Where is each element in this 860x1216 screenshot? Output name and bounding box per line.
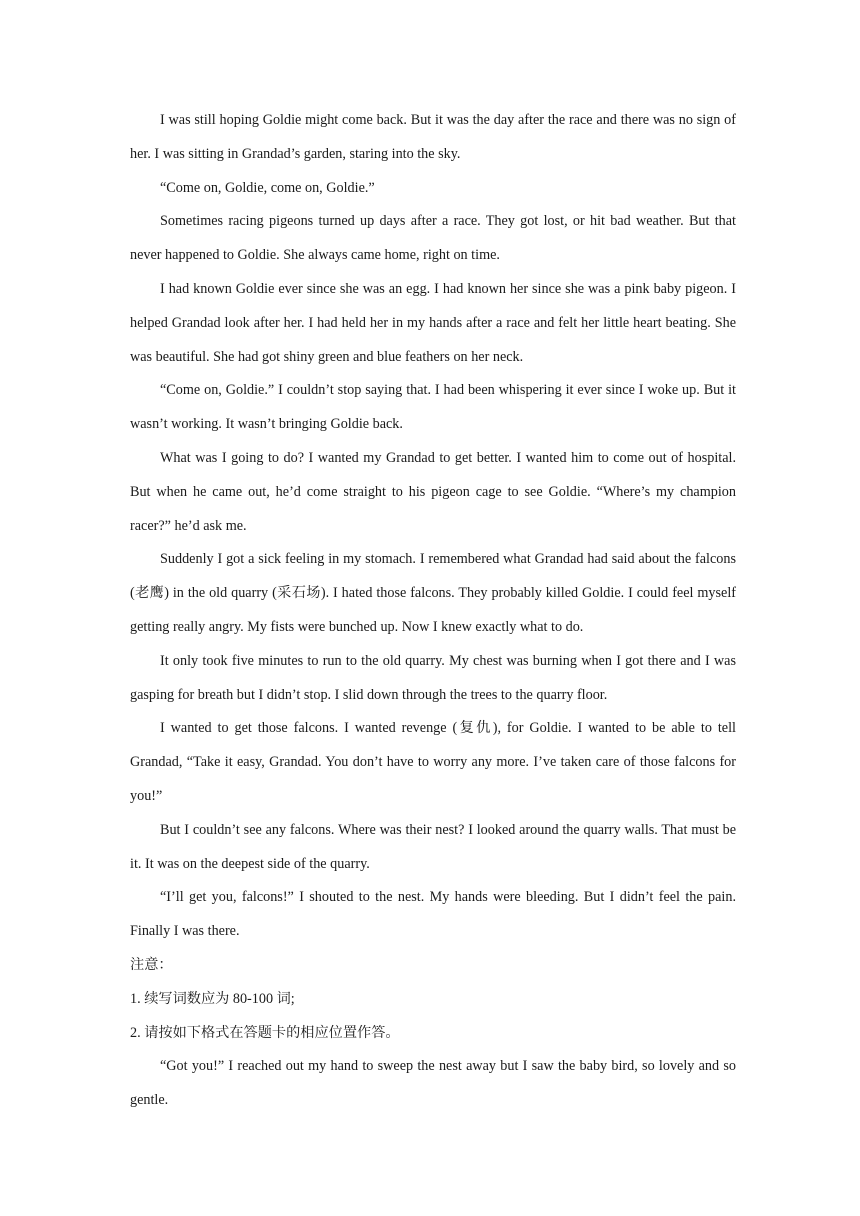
story-paragraph-8: It only took five minutes to run to the old quarry. My chest was burning when I got there and I was gasping for breath but I didn’t stop. I slid down through the trees to the quarry floor. xyxy=(130,652,736,703)
story-paragraph-1: I was still hoping Goldie might come back. But it was the day after the race and there was no sign of her. I was sitting in Grandad’s garden, staring into the sky. xyxy=(130,112,736,162)
story-paragraph-6: What was I going to do? I wanted my Grandad to get better. I wanted him to come out of hospital. But when he came out, he’d come straight to his pigeon cage to see Goldie. “Where’s my champion racer?” he’d ask me. xyxy=(130,449,736,534)
continuation-opening: “Got you!” I reached out my hand to sweep the nest away but I saw the baby bird, so lovely and so gentle. xyxy=(130,1058,736,1109)
story-paragraph-4: I had known Goldie ever since she was an egg. I had known her since she was a pink baby pigeon. I helped Grandad look after her. I had held her in my hands after a race and felt her little heart beating. She was beautiful. She had got shiny green and blue feathers on her neck. xyxy=(130,280,736,365)
story-paragraph-9: I wanted to get those falcons. I wanted revenge (复仇), for Goldie. I wanted to be able to tell Grandad, “Take it easy, Grandad. You don’t have to worry any more. I’ve taken care of those falcons for you!” xyxy=(130,720,736,804)
note-item-word-count: 1. 续写词数应为 80-100 词; xyxy=(130,990,295,1007)
document-page xyxy=(130,104,736,1118)
notes-heading: 注意： xyxy=(130,956,173,973)
story-paragraph-2: “Come on, Goldie, come on, Goldie.” xyxy=(160,179,375,196)
story-paragraph-7: Suddenly I got a sick feeling in my stomach. I remembered what Grandad had said about the falcons (老鹰) in the old quarry (采石场). I hated those falcons. They probably killed Goldie. I could feel myself getting really angry. My fists were bunched up. Now I knew exactly what to do. xyxy=(130,551,736,635)
story-paragraph-11: “I’ll get you, falcons!” I shouted to the nest. My hands were bleeding. But I didn’t feel the pain. Finally I was there. xyxy=(130,889,736,940)
story-paragraph-3: Sometimes racing pigeons turned up days after a race. They got lost, or hit bad weather. But that never happened to Goldie. She always came home, right on time. xyxy=(130,213,736,264)
story-paragraph-5: “Come on, Goldie.” I couldn’t stop saying that. I had been whispering it ever since I woke up. But it wasn’t working. It wasn’t bringing Goldie back. xyxy=(130,382,736,433)
note-item-answer-format: 2. 请按如下格式在答题卡的相应位置作答。 xyxy=(130,1024,400,1041)
story-paragraph-10: But I couldn’t see any falcons. Where was their nest? I looked around the quarry walls. That must be it. It was on the deepest side of the quarry. xyxy=(130,821,736,872)
